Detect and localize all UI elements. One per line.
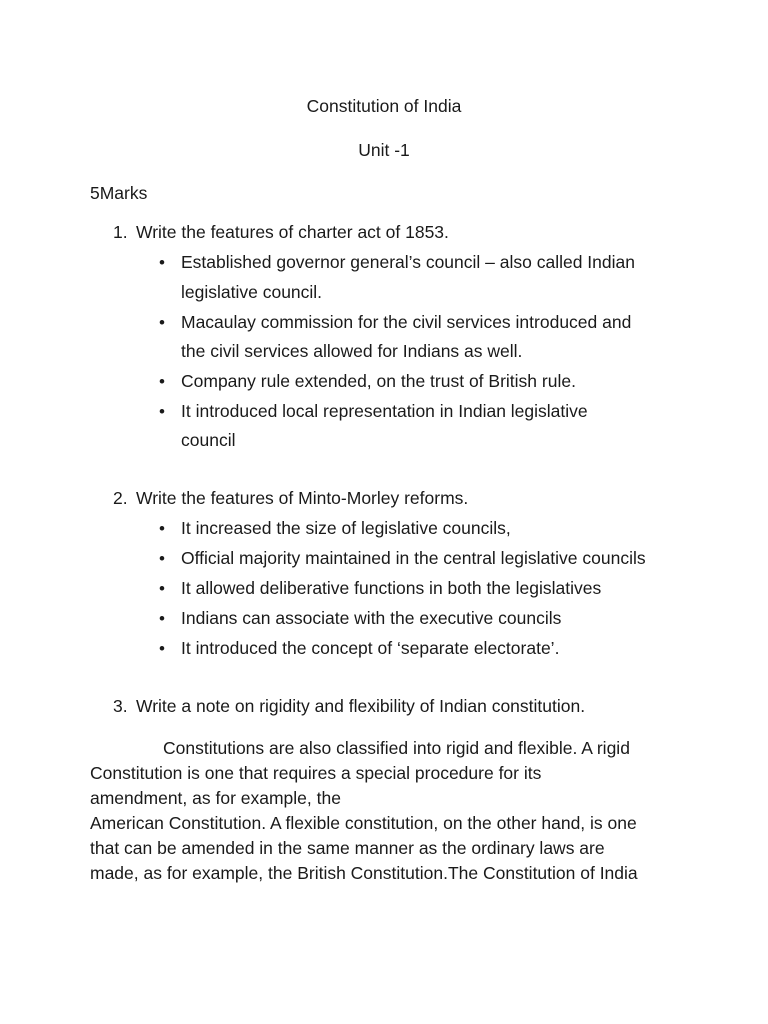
bullet-icon: •	[159, 372, 165, 391]
unit-heading: Unit -1	[358, 140, 410, 160]
paragraph-line: made, as for example, the British Constitution.The Constitution of India	[90, 863, 638, 883]
document-title: Constitution of India	[306, 96, 462, 116]
bullet-line: It increased the size of legislative councils,	[181, 518, 511, 538]
question-number: 1.	[113, 222, 128, 242]
question-text: Write the features of charter act of 1853.	[136, 222, 449, 242]
bullet-icon: •	[159, 253, 165, 272]
paragraph-line: amendment, as for example, the	[90, 788, 341, 808]
bullet-line: Indians can associate with the executive councils	[181, 608, 562, 628]
marks-heading: 5Marks	[90, 183, 148, 203]
bullet-line: legislative council.	[181, 282, 323, 302]
bullet-line: the civil services allowed for Indians as well.	[181, 341, 523, 361]
question-text: Write a note on rigidity and flexibility of Indian constitution.	[136, 696, 586, 716]
bullet-icon: •	[159, 519, 165, 538]
question-number: 3.	[113, 696, 128, 716]
bullet-line: Official majority maintained in the central legislative councils	[181, 548, 646, 568]
bullet-icon: •	[159, 402, 165, 421]
bullet-line: It allowed deliberative functions in both the legislatives	[181, 578, 602, 598]
paragraph-line: that can be amended in the same manner as the ordinary laws are	[90, 838, 605, 858]
bullet-line: Established governor general’s council – also called Indian	[181, 252, 635, 272]
bullet-line: It introduced local representation in Indian legislative	[181, 401, 588, 421]
bullet-line: It introduced the concept of ‘separate electorate’.	[181, 638, 560, 658]
paragraph-line: Constitutions are also classified into rigid and flexible. A rigid	[163, 738, 630, 758]
question-number: 2.	[113, 488, 128, 508]
bullet-line: council	[181, 430, 236, 450]
paragraph-line: American Constitution. A flexible constitution, on the other hand, is one	[90, 813, 637, 833]
paragraph-line: Constitution is one that requires a special procedure for its	[90, 763, 542, 783]
bullet-icon: •	[159, 579, 165, 598]
bullet-line: Company rule extended, on the trust of British rule.	[181, 371, 576, 391]
question-text: Write the features of Minto-Morley reforms.	[136, 488, 469, 508]
bullet-icon: •	[159, 639, 165, 658]
bullet-icon: •	[159, 549, 165, 568]
bullet-icon: •	[159, 313, 165, 332]
bullet-line: Macaulay commission for the civil services introduced and	[181, 312, 632, 332]
bullet-icon: •	[159, 609, 165, 628]
